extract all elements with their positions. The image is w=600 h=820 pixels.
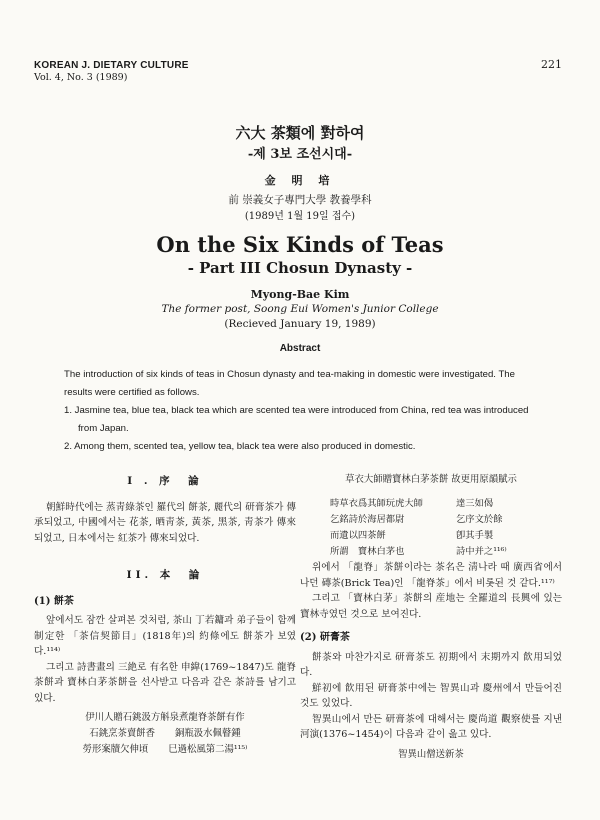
english-subtitle: - Part III Chosun Dynasty - [187,259,413,277]
poem-line: 卽其手製 [456,530,494,541]
poem-line: 達三如偈 [456,498,494,509]
poem-block [330,496,562,560]
body-paragraph: 智異山에서 만든 研膏茶에 대해서는 慶尚道 觀察使를 지낸 河演(1376~1454)이 다음과 같이 읊고 있다. [300,713,562,740]
poem-line: 銅瓶汲水佩瞽鍾 [175,728,241,739]
abstract-item-1: 1. Jasmine tea, blue tea, black tea which are scented tea were introduced from China, red tea was introduced from Japan. [64,405,529,434]
abstract-item-2: 2. Among them, scented tea, yellow tea, black tea were also produced in domestic. [64,441,416,452]
poem-header: 草衣大師贈寶林白茅茶餅 故更用原韻賦示 [345,474,517,485]
section-main-heading: II. 本 論 [126,569,204,581]
poem-line: 時草衣爲其師玩虎大師 [330,498,423,509]
subsection-byeongcha-heading: (1) 餅茶 [34,595,74,607]
journal-name: KOREAN J. DIETARY CULTURE [34,60,189,71]
korean-subtitle: -제 3보 조선시대- [247,147,353,162]
poem-line: 乞序文於餘 [456,514,503,525]
english-author: Myong-Bae Kim [250,288,350,301]
korean-author: 金 明 培 [264,174,336,187]
introduction-paragraph: 朝鮮時代에는 蒸靑綠茶인 羅代의 餅茶, 麗代의 研膏茶가 傳承되었고, 中國에서는 花茶, 晒靑茶, 黃茶, 黑茶, 靑茶가 傳來되었고, 日本에서는 紅茶가 傳來되었다. [34,501,296,544]
body-paragraph: 그리고 「寶林白茅」茶餅의 産地는 全羅道의 長興에 있는 寶林寺였던 것으로 보여진다. [300,593,562,620]
poem-line: 詩中并之¹¹⁶⁾ [456,546,507,557]
right-column [300,468,562,762]
english-title: On the Six Kinds of Teas [156,232,444,257]
abstract-intro: The introduction of six kinds of teas in Chosun dynasty and tea-making in domestic were investigated. The results were certified as follows. [64,369,515,398]
body-paragraph: 위에서 「龍脊」茶餅이라는 茶名은 淸나라 때 廣西省에서 나던 磚茶(Brick Tea)인 「龍脊茶」에서 비롯된 것 같다.¹¹⁷⁾ [300,562,562,589]
body-paragraph: 그리고 詩書畫의 三絶로 有名한 申緯(1769~1847)도 龍脊茶餅과 寶林白茅茶餅을 선사받고 다음과 같은 茶詩를 남기고 있다. [34,661,297,704]
journal-volume: Vol. 4, No. 3 (1989) [34,72,128,83]
english-received-date: (Recieved January 19, 1989) [224,318,376,330]
body-paragraph: 鮮初에 飮用된 研膏茶中에는 智異山과 慶州에서 만들어진 것도 있었다. [300,682,562,709]
korean-received-date: (1989년 1월 19일 접수) [244,211,356,222]
poem-row [34,742,296,758]
body-paragraph: 앞에서도 잠깐 살펴본 것처럼, 茶山 丁若鏞과 弟子들이 함께 制定한 「茶信契節目」(1818年)의 約條에도 餅茶가 보였다.¹¹⁴⁾ [34,615,296,657]
section-introduction-heading: I . 序 論 [127,475,203,487]
poem-line: 巳過松風第二湯¹¹⁵⁾ [168,744,248,755]
poem-row [330,512,562,528]
poem-block [34,710,296,758]
page-number: 221 [541,58,562,71]
poem-title: 智異山僧送新茶 [398,748,464,760]
korean-affiliation: 前 崇義女子專門大學 教養學科 [228,194,372,206]
abstract-heading: Abstract [279,343,321,354]
poem-line: 勞形案牘欠伸頃 [82,744,149,755]
poem-row [330,544,562,560]
english-affiliation: The former post, Soong Eui Women's Junior College [161,303,439,315]
poem-line: 所謂 寶林白茅也 [330,546,405,557]
poem-line: 石銚烹茶賣餅香 [89,728,155,739]
poem-title: 伊川人贈石銚汲方斛泉煮龍脊茶餅有作 [85,712,245,723]
korean-title: 六大 茶類에 對하여 [235,124,365,142]
poem-line: 而遺以四茶餅 [330,530,386,541]
poem-row [34,726,296,742]
abstract-body [64,366,544,456]
left-column [34,468,296,766]
body-paragraph: 餅茶와 마찬가지로 研膏茶도 初期에서 末期까지 飮用되었다. [300,651,562,678]
poem-row [330,496,562,512]
poem-line: 乞銘詩於海居都尉 [330,514,405,525]
subsection-yeongocha-heading: (2) 研膏茶 [300,632,350,643]
poem-row [330,528,562,544]
